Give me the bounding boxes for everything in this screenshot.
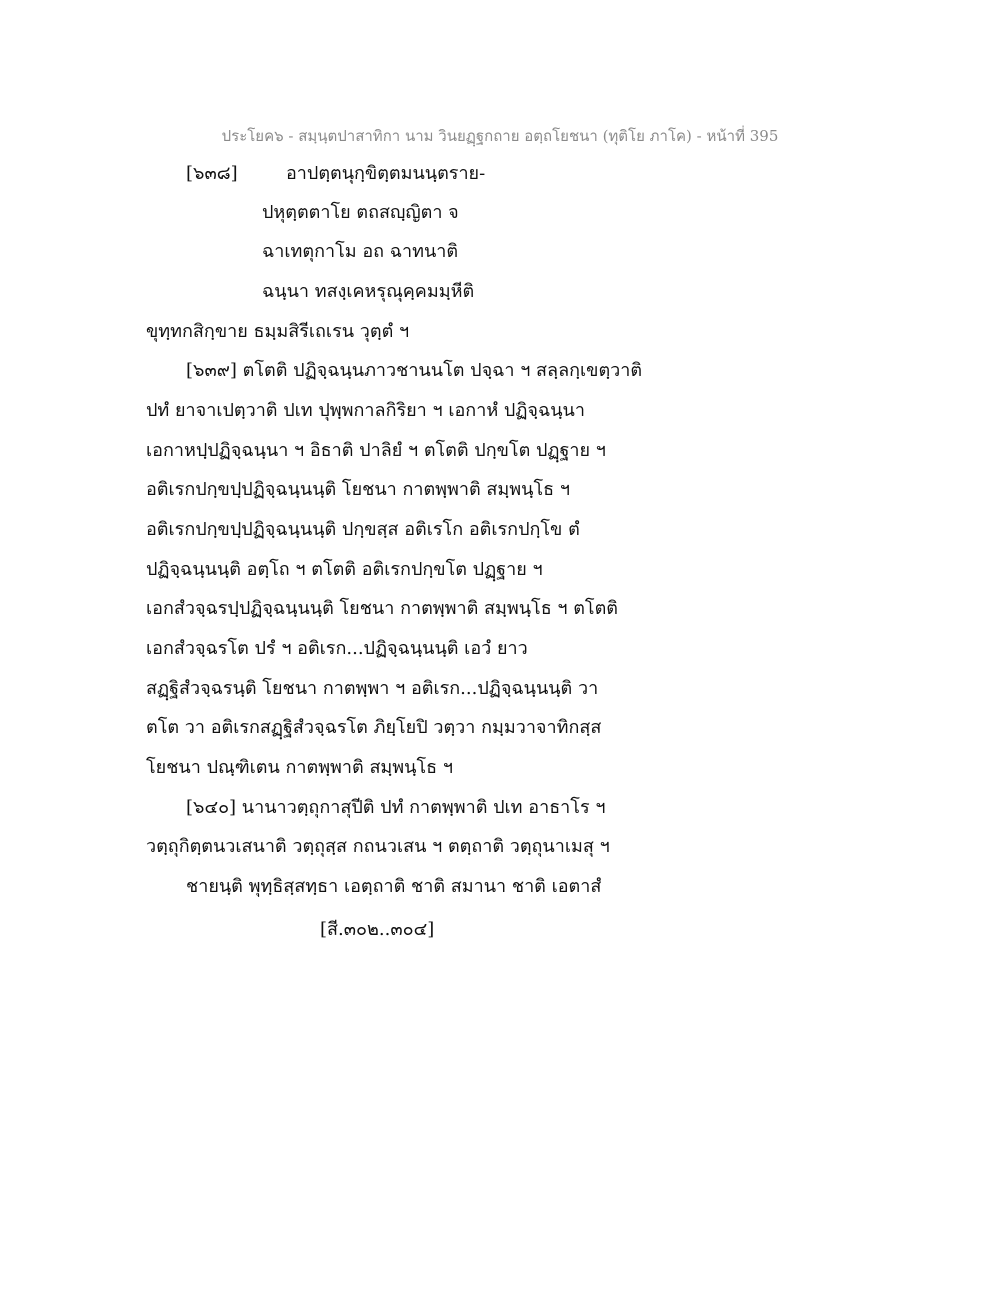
body-line: [๖๔๐] นานาวตฺถุกาสุปีติ ปทํ กาตพฺพาติ ปเท อาธาโร ฯ [186,797,606,818]
body-line: ชายนฺติ พุทฺธิสฺสทฺธา เอตฺถาติ ชาติ สมานา ชาติ เอตาสํ [186,876,602,897]
page-header: ประโยค๖ - สมฺนฺตปาสาทิกา นาม วินยฏฺฐกถาย อตฺถโยชนา (ทุติโย ภาโค) - หน้าที่ 395 [221,127,779,145]
body-line: อติเรกปกฺขปฺปฏิจฺฉนฺนนฺติ ปกฺขสฺส อติเรโก อติเรกปกฺโข ตํ [146,519,580,540]
body-line: ขุทฺทกสิกฺขาย ธมฺมสิรีเถเรน วุตฺตํ ฯ [146,321,410,342]
body-line: [๖๓๙] ตโตติ ปฏิจฺฉนฺนภาวชานนโต ปจฺฉา ฯ สลฺลกฺเขตฺวาติ [186,360,643,381]
verse-line: ปหุตฺตตาโย ตถสญฺญิตา จ [262,202,459,223]
body-line: อติเรกปกฺขปฺปฏิจฺฉนฺนนฺติ โยชนา กาตพฺพาติ สมฺพนฺโธ ฯ [146,479,570,500]
body-line: วตฺถุกิตฺตนวเสนาติ วตฺถุสฺส กถนวเสน ฯ ตตฺถาติ วตฺถุนาเมสุ ฯ [146,836,610,857]
verse-number: [๖๓๘] [186,163,238,184]
body-line: เอกสํวจฺฉรปฺปฏิจฺฉนฺนนฺติ โยชนา กาตพฺพาติ สมฺพนฺโธ ฯ ตโตติ [146,598,618,619]
body-line: สฏฺฐิสํวจฺฉรนฺติ โยชนา กาตพฺพา ฯ อติเรก...ปฏิจฺฉนฺนนฺติ วา [146,678,599,699]
body-line: ตโต วา อติเรกสฏฺฐิสํวจฺฉรโต ภิยฺโยปิ วตฺวา กมฺมวาจาทิกสฺส [146,717,602,738]
body-line: โยชนา ปณฺฑิเตน กาตพฺพาติ สมฺพนฺโธ ฯ [146,757,453,778]
verse-line: อาปตฺตนุกฺขิตฺตมนนฺตราย- [286,163,486,184]
reference-footnote: [สี.๓๐๒..๓๐๔] [320,919,435,940]
verse-line: ฉนฺนา ทสงฺเคหรุณุคฺคมมฺหีติ [262,281,475,302]
verse-line: ฉาเทตุกาโม อถ ฉาทนาติ [262,241,459,262]
body-line: เอกาหปฺปฏิจฺฉนฺนา ฯ อิธาติ ปาลิยํ ฯ ตโตติ ปกฺขโต ปฏฺฐาย ฯ [146,440,606,461]
body-line: ปฏิจฺฉนฺนนฺติ อตฺโถ ฯ ตโตติ อติเรกปกฺขโต ปฏฺฐาย ฯ [146,559,543,580]
body-line: เอกสํวจฺฉรโต ปรํ ฯ อติเรก...ปฏิจฺฉนฺนนฺติ เอวํ ยาว [146,638,528,659]
body-line: ปทํ ยาจาเปตฺวาติ ปเท ปุพฺพกาลกิริยา ฯ เอกาหํ ปฏิจฺฉนฺนา [146,400,585,421]
